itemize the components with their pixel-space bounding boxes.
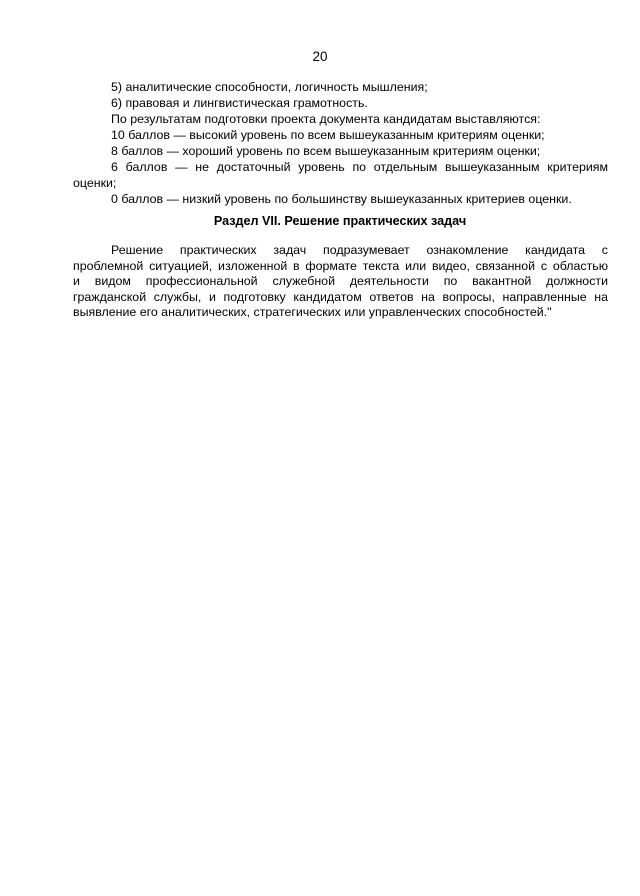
page-number: 20 — [312, 49, 328, 64]
paragraph-line: выявление его аналитических, стратегических или управленческих способностей." — [73, 305, 552, 320]
scoring-list — [73, 79, 608, 207]
paragraph-line: Решение практических задач подразумевает ознакомление кандидата с — [111, 243, 608, 257]
score-0-line: 0 баллов — низкий уровень по большинству вышеуказанных критериев оценки. — [111, 192, 572, 206]
section-paragraph — [73, 243, 608, 321]
score-6-continuation: оценки; — [73, 176, 117, 190]
criterion-item-5: 5) аналитические способности, логичность мышления; — [111, 80, 428, 94]
section-heading: Раздел VII. Решение практических задач — [213, 214, 467, 228]
criterion-item-6: 6) правовая и лингвистическая грамотность. — [111, 96, 368, 110]
score-8-line: 8 баллов — хороший уровень по всем вышеуказанным критериям оценки; — [111, 144, 541, 158]
paragraph-line: и видом профессиональной служебной деятельности по вакантной должности — [73, 274, 608, 289]
paragraph-line: проблемной ситуацией, изложенной в формате текста или видео, связанной с областью — [73, 258, 608, 273]
paragraph-line: гражданской службы, и подготовку кандидатом ответов на вопросы, направленные на — [73, 289, 608, 304]
score-10-line: 10 баллов — высокий уровень по всем вышеуказанным критериям оценки; — [111, 128, 545, 142]
scoring-intro: По результатам подготовки проекта документа кандидатам выставляются: — [111, 112, 541, 126]
score-6-line: 6 баллов — не достаточный уровень по отдельным вышеуказанным критериям — [111, 160, 608, 174]
